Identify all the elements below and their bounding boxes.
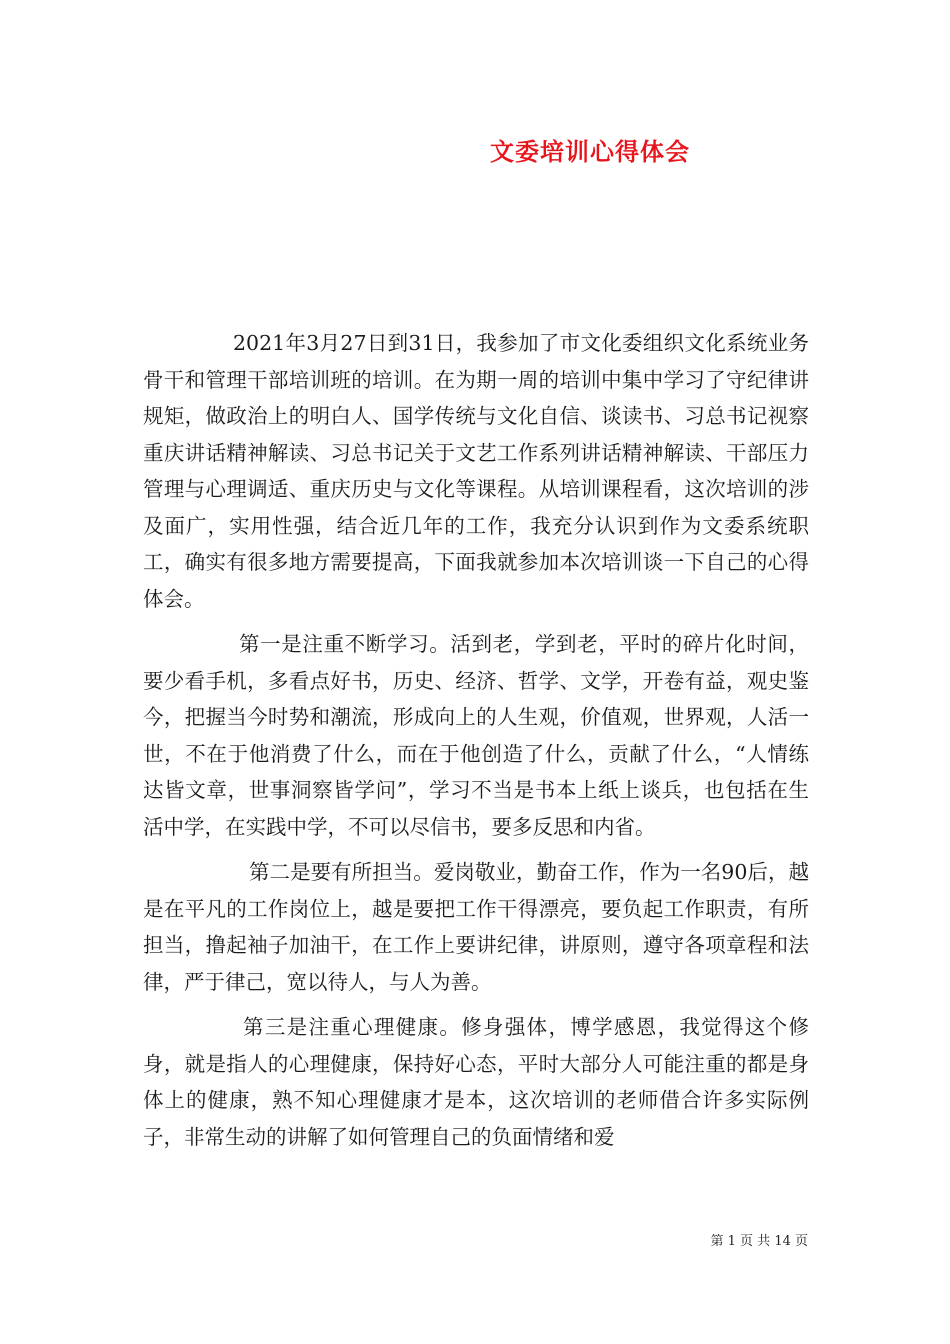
- paragraph-intro: 2021年3月27日到31日，我参加了市文化委组织文化系统业务骨干和管理干部培训班的培训。在为期一周的培训中集中学习了守纪律讲规矩，做政治上的明白人、国学传统与文化自信、谈读书、习总书记视察重庆讲话精神解读、习总书记关于文艺工作系列讲话精神解读、干部压力管理与心理调适、重庆历史与文化等课程。从培训课程看，这次培训的涉及面广，实用性强，结合近几年的工作，我充分认识到作为文委系统职工，确实有很多地方需要提高，下面我就参加本次培训谈一下自己的心得体会。: [143, 331, 809, 611]
- document-body: [143, 325, 809, 1164]
- page-number: 第 1 页 共 14 页: [710, 1234, 808, 1249]
- document-title: 文委培训心得体会: [490, 138, 690, 166]
- paragraph-mental-health: 第三是注重心理健康。修身强体，博学感恩，我觉得这个修身，就是指人的心理健康，保持好心态，平时大部分人可能注重的都是身体上的健康，熟不知心理健康才是本，这次培训的老师借合许多实际例子，非常生动的讲解了如何管理自己的负面情绪和爱: [143, 1015, 809, 1149]
- paragraph-learning: 第一是注重不断学习。活到老，学到老，平时的碎片化时间，要少看手机，多看点好书，历史、经济、哲学、文学，开卷有益，观史鉴今，把握当今时势和潮流，形成向上的人生观，价值观，世界观，人活一世，不在于他消费了什么，而在于他创造了什么，贡献了什么，“人情练达皆文章，世事洞察皆学问”，学习不当是书本上纸上谈兵，也包括在生活中学，在实践中学，不可以尽信书，要多反思和内省。: [143, 632, 809, 839]
- paragraph-responsibility: 第二是要有所担当。爱岗敬业，勤奋工作，作为一名90后，越是在平凡的工作岗位上，越是要把工作干得漂亮，要负起工作职责，有所担当，撸起袖子加油干，在工作上要讲纪律，讲原则，遵守各项章程和法律，严于律己，宽以待人，与人为善。: [143, 860, 809, 994]
